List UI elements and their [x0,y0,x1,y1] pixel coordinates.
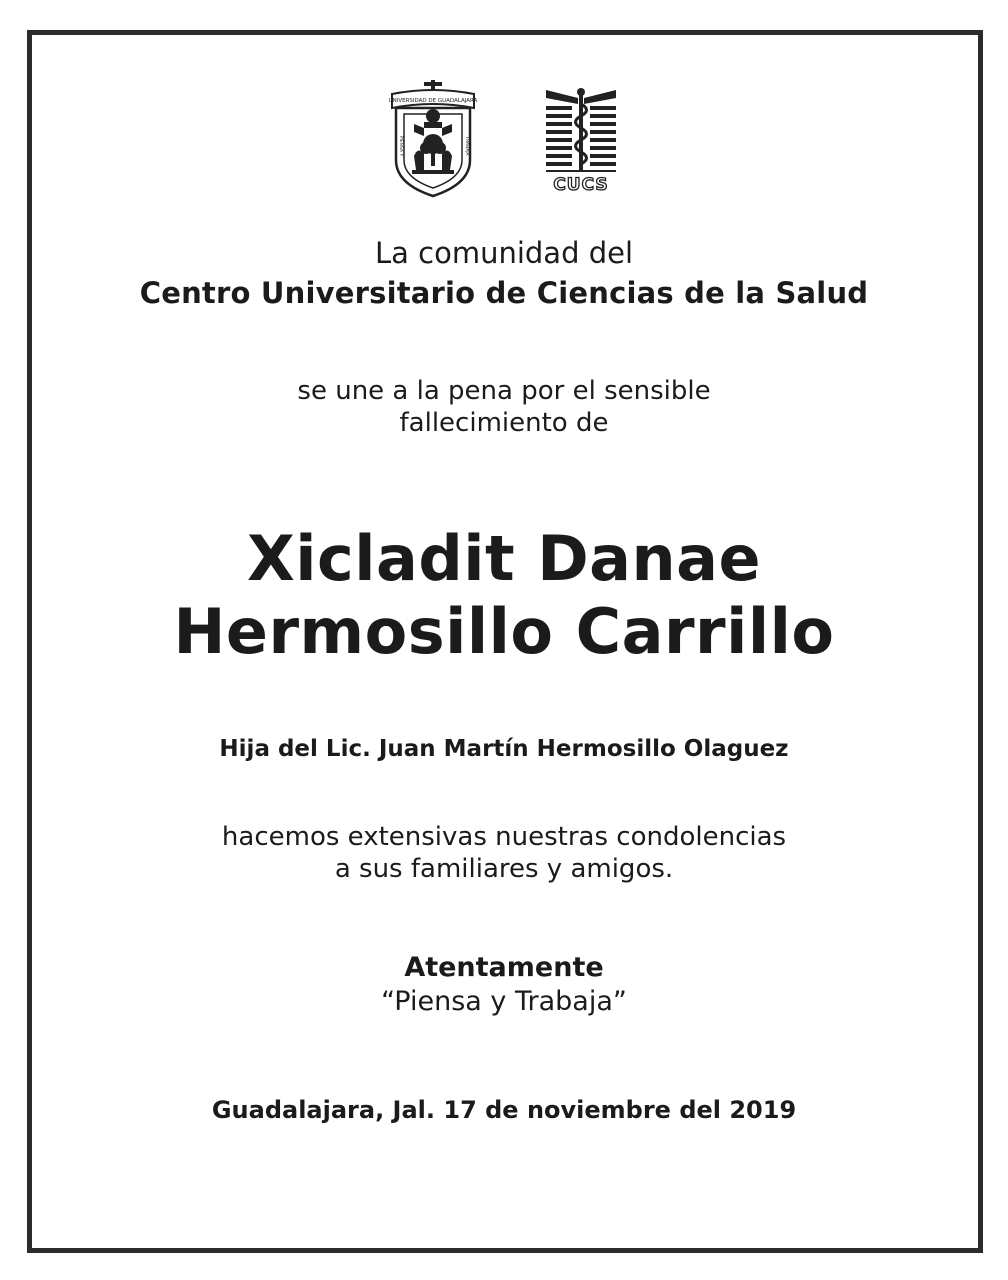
intro-line-1: La comunidad del [374,236,633,270]
place-and-date: Guadalajara, Jal. 17 de noviembre del 2019 [211,1096,797,1124]
caduceus-icon [540,86,622,196]
cucs-label: CUCS [553,175,609,195]
condolences-line-2: a sus familiares y amigos. [334,854,674,884]
institution-name: Centro Universitario de Ciencias de la Salud [139,276,869,310]
deceased-name-line-2: Hermosillo Carrillo [173,595,835,668]
condolence-intro-line-1: se une a la pena por el sensible [297,376,711,406]
udg-motto-right: TRABAJA [464,136,469,156]
udg-ring-text: UNIVERSIDAD DE GUADALAJARA [388,98,478,104]
condolence-intro-line-2: fallecimiento de [399,408,609,438]
udg-coat-of-arms-icon [388,80,478,198]
logo-header [0,80,1008,200]
deceased-name-line-1: Xicladit Danae [246,522,762,595]
closing-salutation: Atentamente [404,952,604,983]
condolences-line-1: hacemos extensivas nuestras condolencias [221,822,787,852]
university-motto: “Piensa y Trabaja” [381,986,627,1017]
udg-motto-left: PIENSA Y [398,135,403,157]
family-relation: Hija del Lic. Juan Martín Hermosillo Olaguez [219,736,789,762]
